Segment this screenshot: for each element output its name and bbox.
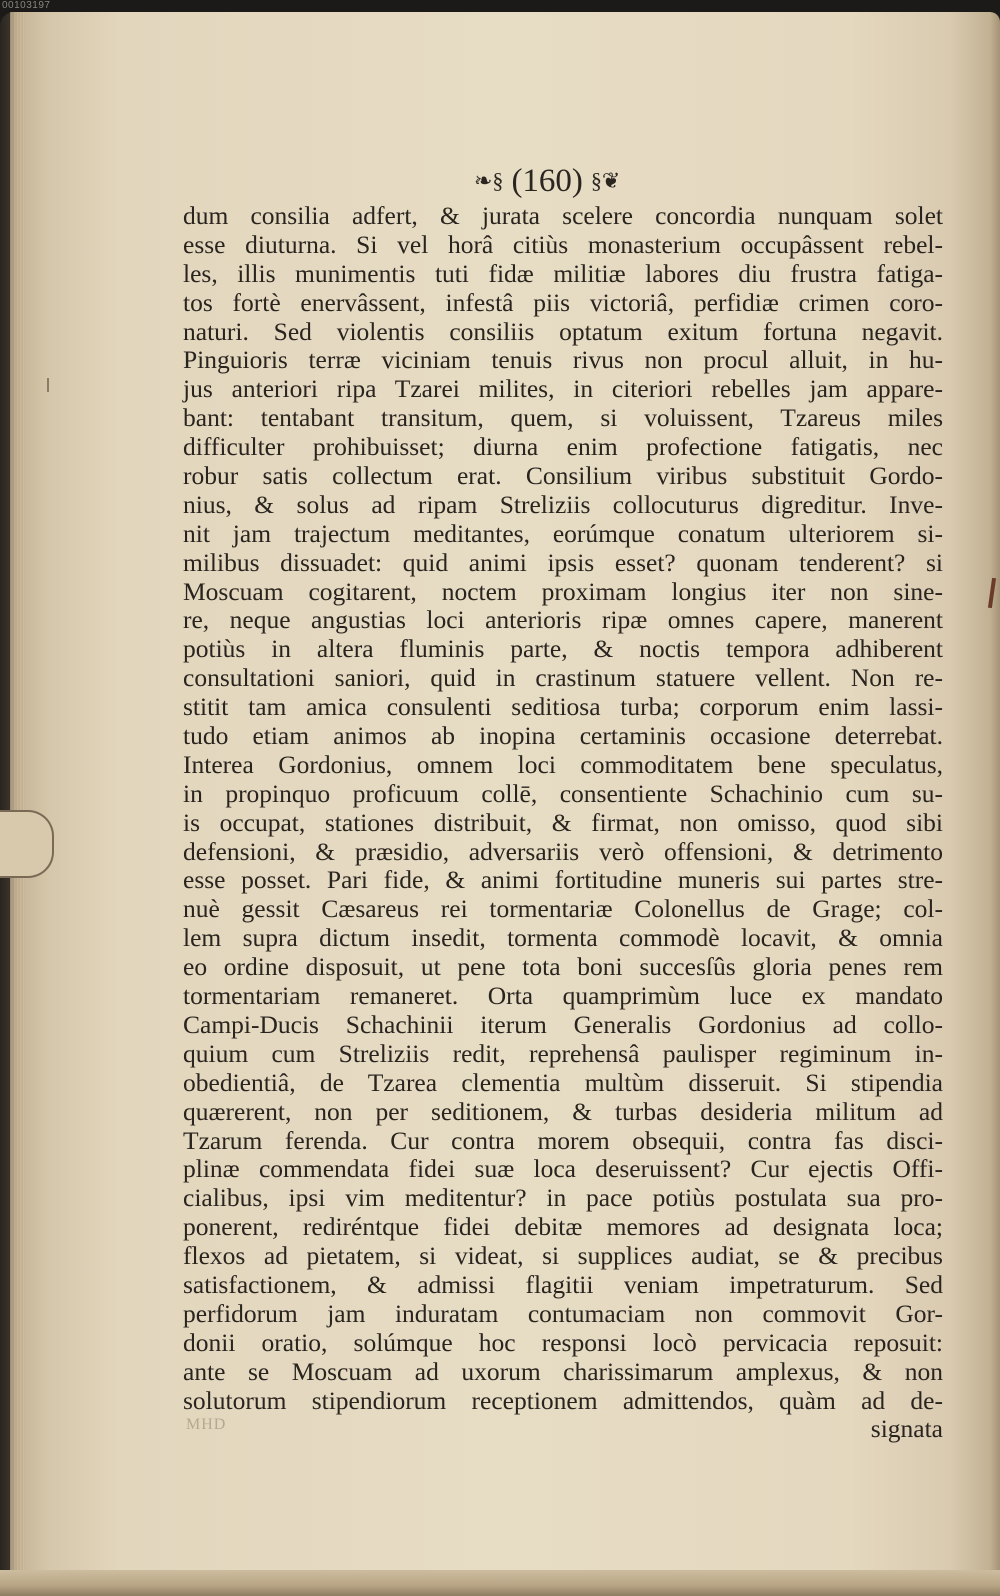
text-line: jus anteriori ripa Tzarei milites, in citeriori rebelles jam appare- (183, 374, 943, 404)
text-line: defensioni, & præsidio, adversariis verò offensioni, & detrimento (183, 836, 943, 866)
text-line: esse diuturna. Si vel horâ citiùs monasterium occupâssent rebel- (183, 229, 943, 259)
scan-id-label: 00103197 (2, 0, 51, 11)
faded-signature-mark: MHD (186, 1416, 227, 1433)
text-line: stitit tam amica consulenti seditiosa turba; corporum enim lassi- (183, 692, 943, 722)
text-line: Moscuam cogitarent, noctem proximam longius iter non sine- (183, 576, 943, 606)
text-line: flexos ad pietatem, si videat, si supplices audiat, se & precibus (183, 1241, 943, 1271)
text-line: consultationi saniori, quid in crastinum statuere vellent. Non re- (183, 663, 943, 693)
text-line: nuè gessit Cæsareus rei tormentariæ Colonellus de Grage; col- (183, 894, 943, 924)
text-line: lem supra dictum insedit, tormenta commodè locavit, & omnia (183, 923, 943, 953)
text-line: les, illis munimentis tuti fidæ militiæ labores diu frustra fatiga- (183, 258, 943, 288)
text-line: Interea Gordonius, omnem loci commoditatem bene speculatus, (183, 749, 943, 779)
text-line: ponerent, rediréntque fidei debitæ memores ad designata loca; (183, 1212, 943, 1242)
text-line: in propinquo proficuum collē, consentiente Schachinio cum su- (183, 778, 943, 808)
text-line: Tzarum ferenda. Cur contra morem obsequii, contra fas disci- (183, 1125, 943, 1155)
text-line: eo ordine disposuit, ut pene tota boni succesſûs gloria penes rem (183, 952, 943, 982)
text-line: dum consilia adfert, & jurata scelere concordia nunquam solet (183, 201, 943, 230)
text-line: signata (870, 1414, 943, 1444)
text-line: potiùs in altera fluminis parte, & noctis tempora adhiberent (183, 634, 943, 664)
text-line: milibus dissuadet: quid animi ipsis esset? quonam tenderent? si (183, 547, 943, 577)
text-line: robur satis collectum erat. Consilium viribus substituit Gordo- (183, 461, 943, 491)
body-text (183, 202, 943, 1444)
text-line: is occupat, stationes distribuit, & firmat, non omisso, quod sibi (183, 807, 943, 837)
text-line: tudo etiam animos ab inopina certaminis occasione deterrebat. (183, 721, 943, 751)
bookmark-tab (0, 810, 54, 878)
page-header (468, 163, 626, 199)
right-ornament-icon: §❦ (590, 168, 621, 193)
text-line: re, neque angustias loci anterioris ripæ omnes capere, manerent (183, 605, 943, 635)
page-bottom-edge (0, 1570, 1000, 1596)
page-edges (10, 12, 24, 1572)
margin-mark (47, 378, 49, 392)
text-line: satisfactionem, & admissi flagitii veniam impetraturum. Sed (183, 1269, 943, 1299)
text-line: bant: tentabant transitum, quem, si voluissent, Tzareus miles (183, 403, 943, 433)
page-number: (160) (511, 162, 583, 199)
text-line: nit jam trajectum meditantes, eorúmque conatum ulteriorem si- (183, 518, 943, 548)
text-line: tormentariam remaneret. Orta quamprimùm luce ex mandato (183, 981, 943, 1011)
text-line: donii oratio, solúmque hoc responsi locò pervicacia reposuit: (183, 1327, 943, 1357)
text-line: difficulter prohibuisset; diurna enim profectione fatigatis, nec (183, 432, 943, 462)
text-line: quium cum Streliziis redit, reprehensâ paulisper regiminum in- (183, 1038, 943, 1068)
text-line: cialibus, ipsi vim meditentur? in pace potiùs postulata sua pro- (183, 1183, 943, 1213)
text-line: naturi. Sed violentis consiliis optatum exitum fortuna negavit. (183, 316, 943, 346)
text-line: quærerent, non per seditionem, & turbas desideria militum ad (183, 1096, 943, 1126)
text-line: tos fortè enervâssent, infestâ piis victoriâ, perfidiæ crimen coro- (183, 287, 943, 317)
text-line: solutorum stipendiorum receptionem admittendos, quàm ad de- (183, 1385, 943, 1415)
text-line: Pinguioris terræ viciniam tenuis rivus non procul alluit, in hu- (183, 345, 943, 375)
text-line: nius, & solus ad ripam Streliziis collocuturus digreditur. Inve- (183, 489, 943, 519)
text-line: perfidorum jam induratam contumaciam non commovit Gor- (183, 1298, 943, 1328)
text-line: esse posset. Pari fide, & animi fortitudine muneris sui partes stre- (183, 865, 943, 895)
text-line: Campi-Ducis Schachinii iterum Generalis Gordonius ad collo- (183, 1009, 943, 1039)
left-ornament-icon: ❧§ (474, 168, 504, 193)
text-line: plinæ commendata fidei suæ loca deseruissent? Cur ejectis Offi- (183, 1154, 943, 1184)
text-line: ante se Moscuam ad uxorum charissimarum amplexus, & non (183, 1356, 943, 1386)
text-line: obedientiâ, de Tzarea clementia multùm disseruit. Si stipendia (183, 1067, 943, 1097)
